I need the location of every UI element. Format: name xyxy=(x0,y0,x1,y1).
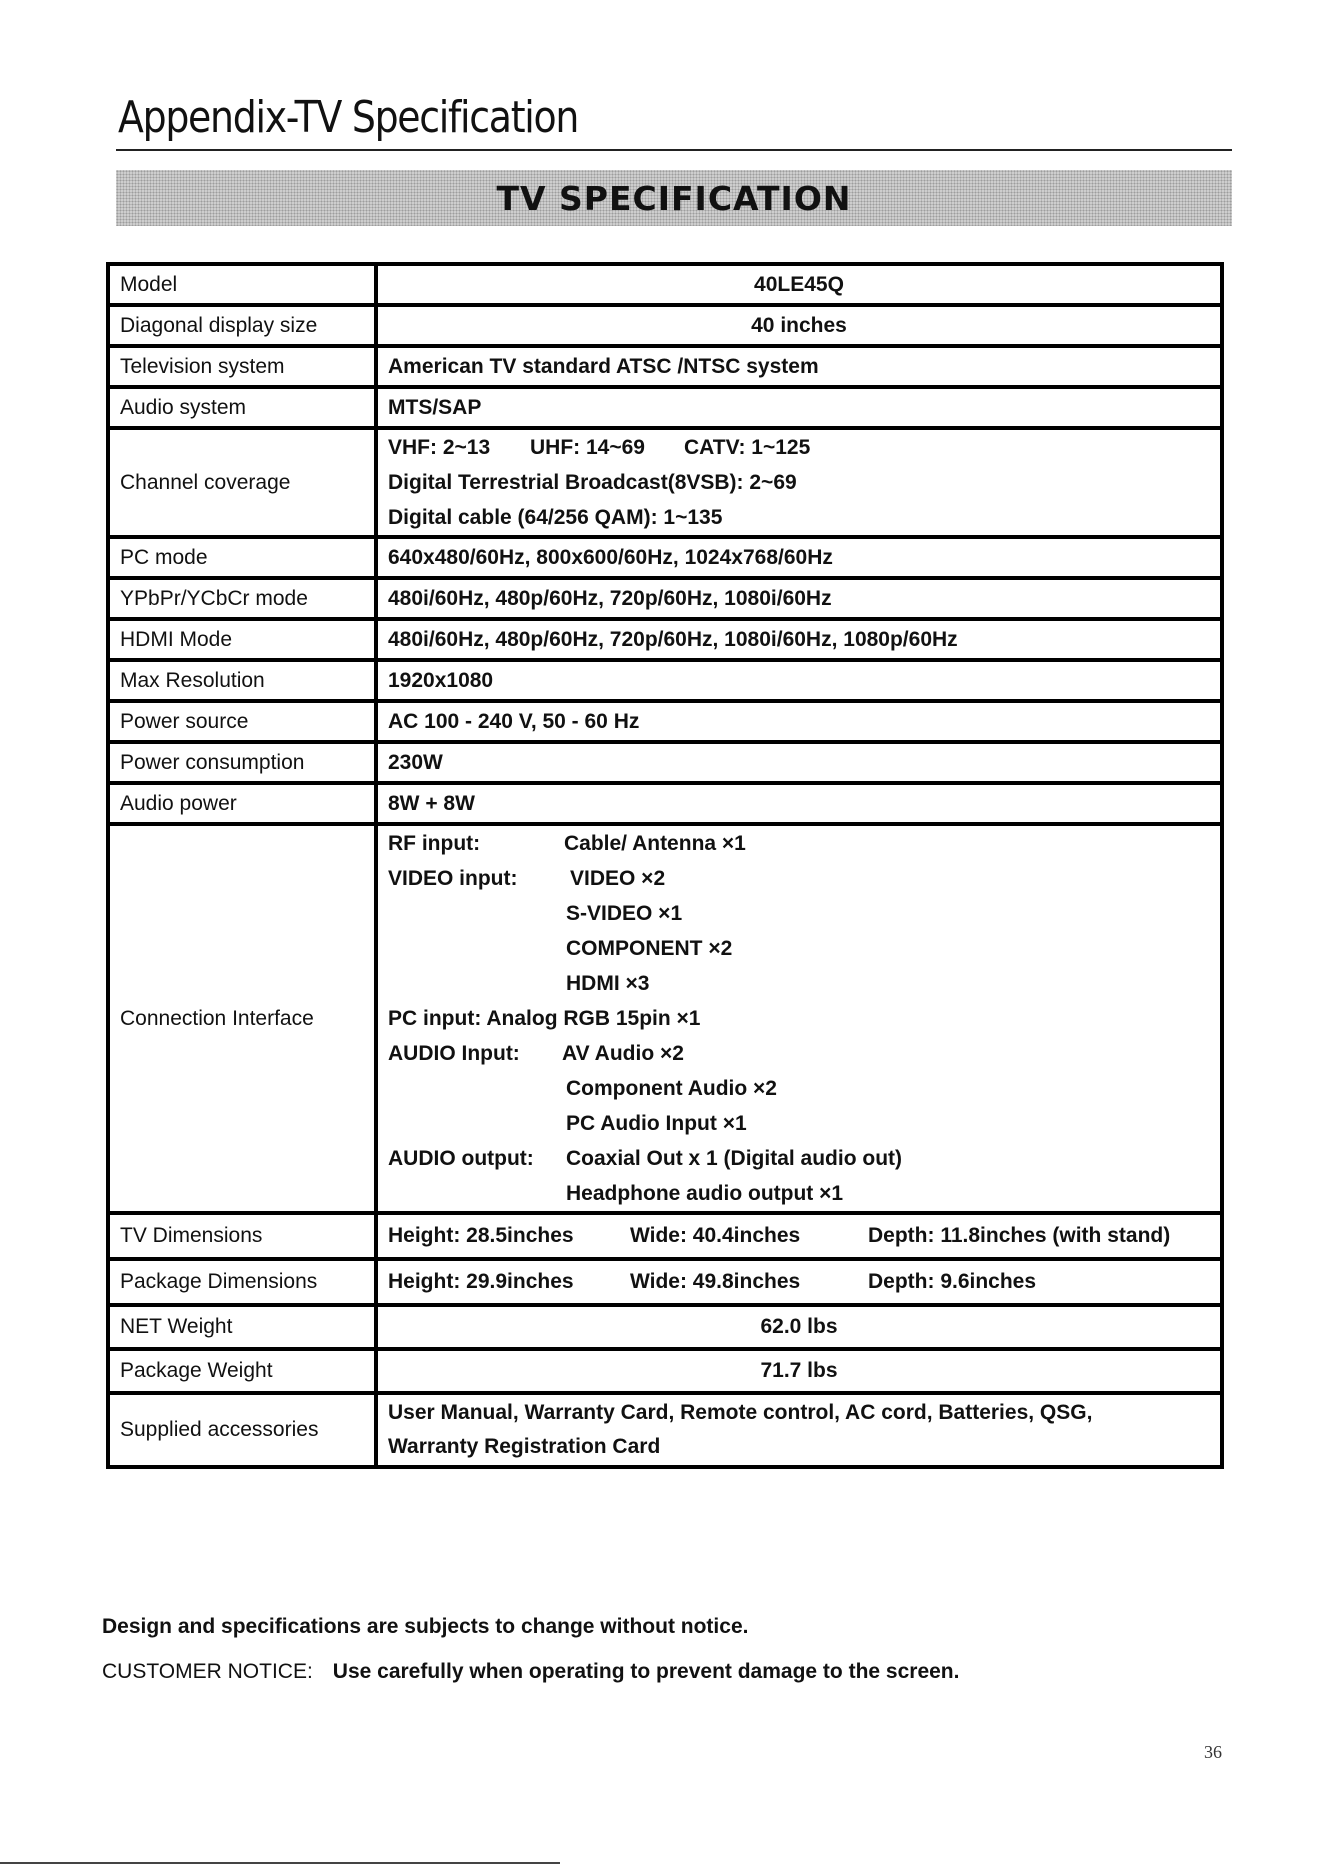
spec-value-package-dimensions xyxy=(376,1259,1222,1305)
channel-catv: CATV: 1~125 xyxy=(684,436,811,459)
tv-dimensions-depth: Depth: 11.8inches (with stand) xyxy=(868,1224,1171,1247)
spec-label-power-source: Power source xyxy=(108,701,376,742)
table-row xyxy=(108,619,1222,660)
table-row xyxy=(108,783,1222,824)
table-row xyxy=(108,1305,1222,1349)
connection-rf-value: Cable/ Antenna ×1 xyxy=(564,832,746,855)
page-number: 36 xyxy=(1204,1742,1222,1762)
spec-value-power-source: AC 100 - 240 V, 50 - 60 Hz xyxy=(376,701,1222,742)
accessories-line-2: Warranty Registration Card xyxy=(388,1435,661,1458)
spec-label-tv-dimensions: TV Dimensions xyxy=(108,1213,376,1259)
spec-label-diagonal: Diagonal display size xyxy=(108,305,376,346)
spec-value-hdmi-mode: 480i/60Hz, 480p/60Hz, 720p/60Hz, 1080i/60Hz, 1080p/60Hz xyxy=(376,619,1222,660)
table-row xyxy=(108,1213,1222,1259)
spec-label-model: Model xyxy=(108,264,376,305)
spec-label-channel: Channel coverage xyxy=(108,428,376,537)
connection-video-3: COMPONENT ×2 xyxy=(566,937,733,960)
table-row xyxy=(108,660,1222,701)
connection-audio-in-1: AV Audio ×2 xyxy=(562,1042,684,1065)
connection-audio-in-3: PC Audio Input ×1 xyxy=(566,1112,747,1135)
spec-label-pc-mode: PC mode xyxy=(108,537,376,578)
spec-label-ypbpr-mode: YPbPr/YCbCr mode xyxy=(108,578,376,619)
spec-label-power-consumption: Power consumption xyxy=(108,742,376,783)
spec-value-tv-system: American TV standard ATSC /NTSC system xyxy=(376,346,1222,387)
spec-value-diagonal: 40 inches xyxy=(376,305,1222,346)
connection-video-1: VIDEO ×2 xyxy=(570,867,666,890)
spec-label-audio-power: Audio power xyxy=(108,783,376,824)
spec-label-package-dimensions: Package Dimensions xyxy=(108,1259,376,1305)
spec-label-package-weight: Package Weight xyxy=(108,1349,376,1393)
connection-audio-out-label: AUDIO output: xyxy=(388,1147,534,1170)
spec-value-tv-dimensions xyxy=(376,1213,1222,1259)
title-divider xyxy=(116,149,1232,151)
spec-value-connection xyxy=(376,824,1222,1213)
table-row xyxy=(108,305,1222,346)
channel-digital-terrestrial: Digital Terrestrial Broadcast(8VSB): 2~69 xyxy=(388,471,797,494)
spec-value-power-consumption: 230W xyxy=(376,742,1222,783)
connection-video-2: S-VIDEO ×1 xyxy=(566,902,683,925)
connection-rf-label: RF input: xyxy=(388,832,481,855)
package-dimensions-wide: Wide: 49.8inches xyxy=(630,1270,801,1293)
table-row xyxy=(108,701,1222,742)
banner-title: TV SPECIFICATION xyxy=(496,178,852,218)
connection-audio-out-2: Headphone audio output ×1 xyxy=(566,1182,844,1205)
spec-value-audio-power: 8W + 8W xyxy=(376,783,1222,824)
page-title: Appendix-TV Specification xyxy=(118,92,579,143)
spec-label-hdmi-mode: HDMI Mode xyxy=(108,619,376,660)
spec-table xyxy=(106,262,1224,1469)
table-row xyxy=(108,824,1222,1213)
design-notice: Design and specifications are subjects to change without notice. xyxy=(102,1615,749,1638)
spec-value-ypbpr-mode: 480i/60Hz, 480p/60Hz, 720p/60Hz, 1080i/60Hz xyxy=(376,578,1222,619)
spec-label-connection: Connection Interface xyxy=(108,824,376,1213)
channel-digital-cable: Digital cable (64/256 QAM): 1~135 xyxy=(388,506,723,529)
connection-audio-in-label: AUDIO Input: xyxy=(388,1042,520,1065)
connection-video-4: HDMI ×3 xyxy=(566,972,650,995)
customer-notice xyxy=(102,1660,959,1684)
spec-banner xyxy=(116,170,1232,226)
tv-dimensions-wide: Wide: 40.4inches xyxy=(630,1224,801,1247)
package-dimensions-height: Height: 29.9inches xyxy=(388,1270,574,1293)
spec-value-audio-system: MTS/SAP xyxy=(376,387,1222,428)
spec-value-max-resolution: 1920x1080 xyxy=(376,660,1222,701)
package-dimensions-depth: Depth: 9.6inches xyxy=(868,1270,1037,1293)
customer-notice-text: Use carefully when operating to prevent damage to the screen. xyxy=(332,1660,960,1683)
channel-uhf: UHF: 14~69 xyxy=(530,436,645,459)
spec-label-audio-system: Audio system xyxy=(108,387,376,428)
spec-value-package-weight: 71.7 lbs xyxy=(376,1349,1222,1393)
table-row xyxy=(108,1349,1222,1393)
table-row xyxy=(108,537,1222,578)
spec-label-tv-system: Television system xyxy=(108,346,376,387)
spec-value-accessories xyxy=(376,1393,1222,1467)
spec-label-accessories: Supplied accessories xyxy=(108,1393,376,1467)
tv-dimensions-height: Height: 28.5inches xyxy=(388,1224,574,1247)
accessories-line-1: User Manual, Warranty Card, Remote control, AC cord, Batteries, QSG, xyxy=(388,1401,1093,1424)
spec-label-max-resolution: Max Resolution xyxy=(108,660,376,701)
spec-label-net-weight: NET Weight xyxy=(108,1305,376,1349)
connection-pc-input: PC input: Analog RGB 15pin ×1 xyxy=(388,1007,701,1030)
table-row xyxy=(108,742,1222,783)
footer-divider xyxy=(0,1862,560,1864)
connection-audio-out-1: Coaxial Out x 1 (Digital audio out) xyxy=(566,1147,903,1170)
spec-value-net-weight: 62.0 lbs xyxy=(376,1305,1222,1349)
channel-vhf: VHF: 2~13 xyxy=(388,436,491,459)
table-row xyxy=(108,264,1222,305)
connection-audio-in-2: Component Audio ×2 xyxy=(566,1077,777,1100)
customer-notice-label: CUSTOMER NOTICE: xyxy=(102,1660,313,1683)
spec-value-channel xyxy=(376,428,1222,537)
connection-video-label: VIDEO input: xyxy=(388,867,518,890)
table-row xyxy=(108,346,1222,387)
spec-value-model: 40LE45Q xyxy=(376,264,1222,305)
spec-value-pc-mode: 640x480/60Hz, 800x600/60Hz, 1024x768/60Hz xyxy=(376,537,1222,578)
table-row xyxy=(108,1259,1222,1305)
table-row xyxy=(108,578,1222,619)
table-row xyxy=(108,1393,1222,1467)
table-row xyxy=(108,428,1222,537)
table-row xyxy=(108,387,1222,428)
